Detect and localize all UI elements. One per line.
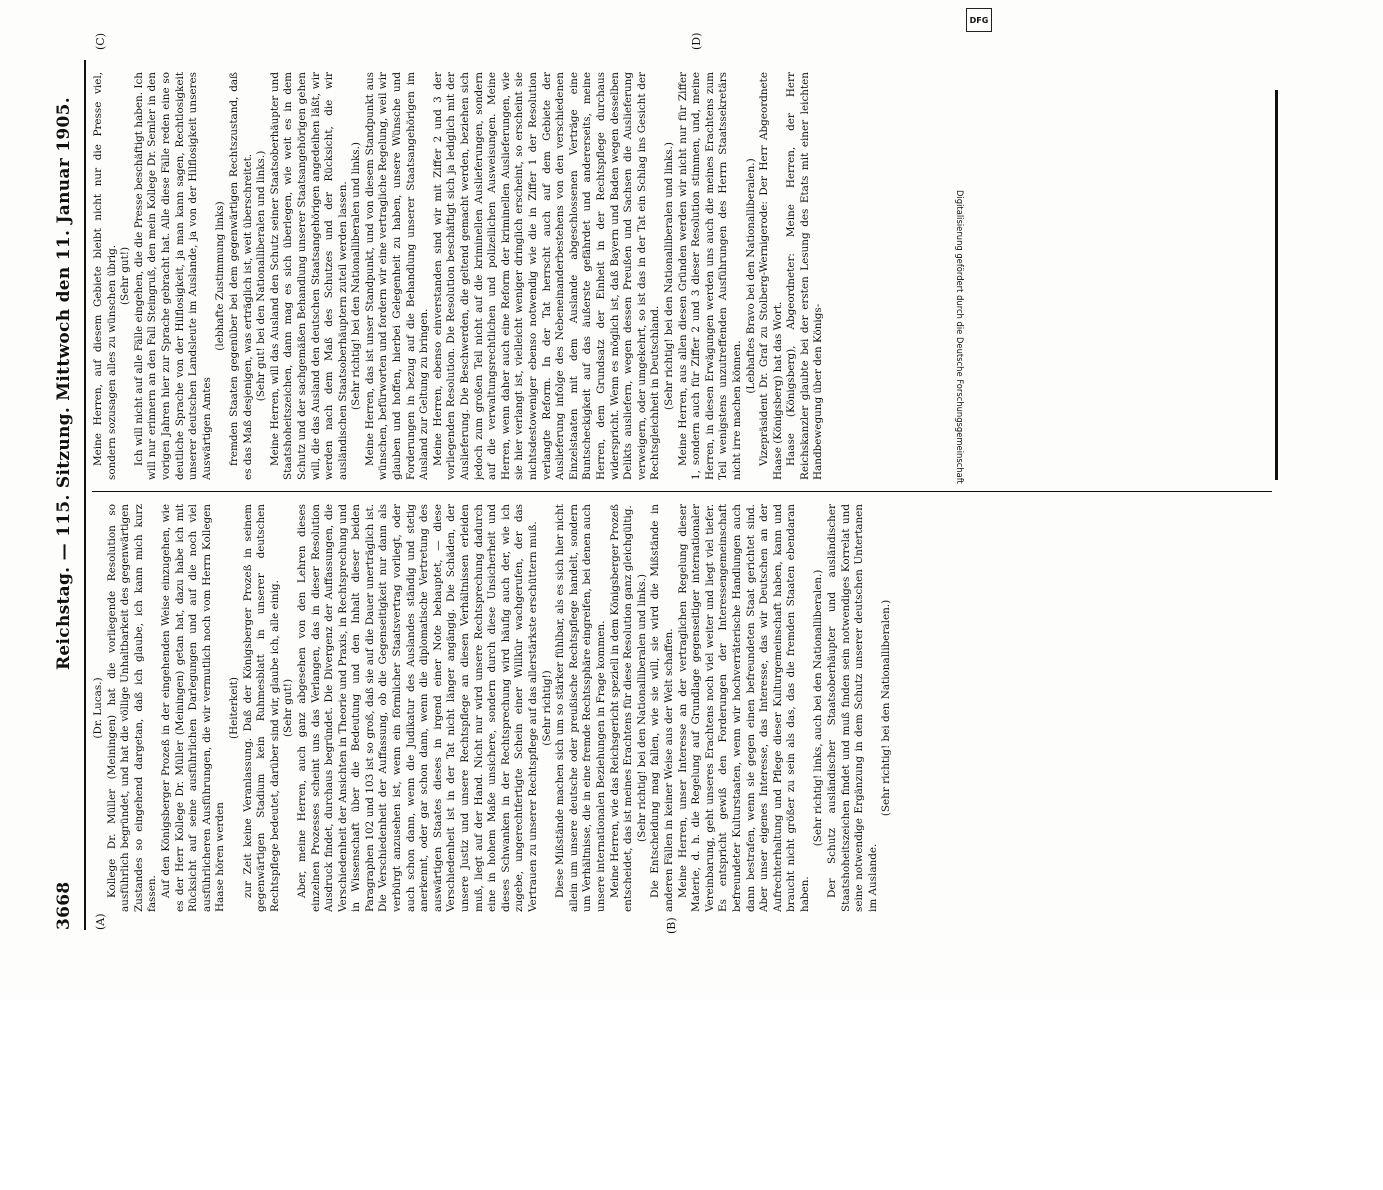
paragraph: Meine Herren, will das Ausland den Schutz seiner Staatsoberhäupter und Staatshoheitszeichen, dann mag es sich überlegen, wie weit es in dem Schutz und der sachgemäßen Behandlung unserer Staatsangehörigen gehen will, die das Ausland den deutschen Staatsangehörigen angedeihen läßt, wir werden nach dem Maß des Schutzes und der Rücksicht, die wir ausländischen Staatsoberhäuptern zuteil werden lassen. xyxy=(268,72,349,480)
speaker-paragraph: Vizepräsident Dr. Graf zu Stolberg-Wernigerode: Der Herr Abgeordnete Haase (Königsberg) hat das Wort. xyxy=(758,72,784,480)
interjection: (Sehr richtig!) xyxy=(540,670,553,746)
paragraph: fremden Staaten gegenüber bei dem gegenwärtigen Rechtszustand, daß es das Maß desjenigen, was erträglich ist, weit überschreitet. xyxy=(227,72,254,480)
interjection: (Lebhaftes Bravo bei den Nationalliberalen.) xyxy=(744,158,757,394)
paragraph: Meine Herren, auf diesem Gebiete bleibt nicht nur die Presse viel, sondern sozusagen alles zu wünschen übrig. xyxy=(92,72,118,480)
paragraph: Aber, meine Herren, auch ganz abgesehen von den Lehren dieses einzelnen Prozesses scheint uns das Verlangen, das in dieser Resolution Ausdruck findet, durchaus begründet. Die Divergenz der Auffassungen, die Verschiedenheit der Ansichten in Theorie und Praxis, in Rechtsprechung und in Wissenschaft über die Bedeutung und den Inhalt dieser beiden Paragraphen 102 und 103 ist so groß, daß sie auf die Dauer unerträglich ist. Die Verschiedenheit der Auffassung, ob die Gegenseitigkeit nur dann als verbürgt anzusehen ist, wenn ein förmlicher Staatsvertrag vorliegt, oder auch schon dann, wenn die Judikatur des Auslandes ständig und stetig anerkennt, oder gar schon dann, wenn die diplomatische Vertretung des auswärtigen Staates dieses in irgend einer Note behauptet, — diese Verschiedenheit ist in der Tat nicht länger angängig. Die Schäden, der unsere Justiz und unsere Rechtspflege an diesen Verhältnissen erleiden muß, liegt auf der Hand. Nicht nur wird unsere Rechtsprechung dadurch eine in hohem Maße unsichere, sondern durch diese Unsicherheit und dieses Schwanken in der Rechtsprechung wird häufig auch der, wie ich zugebe, ungerechtfertigte Schein einer Willkür wachgerufen, der das Vertrauen zu unserer Rechtspflege auf das allerstärkste erschüttern muß. xyxy=(295,504,539,912)
paragraph: Meine Herren, unser Interesse an der vertraglichen Regelung dieser Materie, d. h. die Regelung auf Grundlage gegenseitiger internationaler Vereinbarung, geht unseres Erachtens noch viel weiter und liegt viel tiefer. Es entspricht gewiß den Forderungen der Interessengemeinschaft befreundeter Kulturstaaten, wenn wir hochverräterische Handlungen auch dann bestrafen, wenn sie gegen einen befreundeten Staat gerichtet sind. Aber unser eigenes Interesse, das Interesse, das wir Deutschen an der Aufrechterhaltung und Pflege dieser Kulturgemeinschaft haben, kann und braucht nicht größer zu sein als das, das die fremden Staaten ebendaran haben. xyxy=(676,504,811,912)
interjection: (lebhafte Zustimmung links) xyxy=(214,201,227,351)
interjection: (Heiterkeit) xyxy=(227,677,240,739)
header-rule xyxy=(84,60,86,930)
margin-marker-a: (A) xyxy=(94,913,107,930)
page-header xyxy=(52,60,82,930)
paragraph: Ich will nicht auf alle Fälle eingehen, die die Presse beschäftigt haben. Ich will nur erinnern an den Fall Steingruß, den mein Kollege Dr. Semler in den vorigen Jahren hier zur Sprache gebracht hat. Alle diese Fälle reden eine so deutliche Sprache von der Hilflosigkeit, ja man kann sagen, Rechtlosigkeit unserer deutschen Landsleute im Auslande, ja von der Hilflosigkeit unseres Auswärtigen Amtes xyxy=(132,72,213,480)
speaker-paragraph: Haase (Königsberg), Abgeordneter: Meine Herren, der Herr Reichskanzler glaubte bei der ersten Lesung des Etats mit einer leichten Handbewegung über den Königs- xyxy=(785,72,825,480)
paragraph: Der Schutz ausländischer Staatsoberhäupter und ausländischer Staatshoheitszeichen findet und muß finden sein notwendiges Korrelat und seine notwendige Ergänzung in dem Schutz unserer deutschen Untertanen im Auslande. xyxy=(826,504,879,912)
interjection: (Sehr gut!) xyxy=(119,246,132,306)
interjection: (Sehr richtig! bei den Nationalliberalen und links.) xyxy=(635,574,648,842)
page-number: 3668 xyxy=(54,881,74,930)
interjection: (Sehr richtig! bei den Nationalliberalen und links.) xyxy=(662,142,675,410)
page-title: Reichstag. — 115. Sitzung. Mittwoch den 11. Januar 1905. xyxy=(54,97,74,670)
left-text-column xyxy=(92,504,1272,912)
interjection: (Sehr richtig! bei den Nationalliberalen und links.) xyxy=(350,142,363,410)
paragraph: Die Entscheidung mag fallen, wie sie will, sie wird die Mißstände in anderen Fällen in keiner Weise aus der Welt schaffen. xyxy=(649,504,675,912)
paragraph: Kollege Dr. Müller (Meiningen) hat die vorliegende Resolution so ausführlich begründet, und hat die völlige Unhaltbarkeit des gegenwärtigen Zustandes so eingehend dargetan, daß ich glaube, ich kann mich kurz fassen. xyxy=(105,504,159,912)
margin-marker-b: (B) xyxy=(665,917,678,934)
interjection: (Sehr richtig! bei den Nationalliberalen.) xyxy=(880,599,893,817)
dfg-logo: DFG xyxy=(966,8,992,32)
paragraph: Meine Herren, das ist unser Standpunkt, und von diesem Standpunkt aus wünschen, befürworten und fordern wir eine vertragliche Regelung, weil wir glauben und hoffen, hierbei Gelegenheit zu haben, unsere Wünsche und Forderungen in bezug auf die Behandlung unserer Staatsangehörigen im Ausland zur Geltung zu bringen. xyxy=(363,72,431,480)
column-divider xyxy=(92,491,1272,492)
paragraph: Meine Herren, aus allen diesen Gründen werden wir nicht nur für Ziffer 1, sondern auch für Ziffer 2 und 3 dieser Resolution stimmen, und, meine Herren, in diesen Erwägungen werden uns auch die meines Erachtens zum Teil wenigstens unzutreffenden Ausführungen des Herrn Staatssekretärs nicht irre machen können. xyxy=(676,72,743,480)
digitization-credit: Digitalisierung gefördert durch die Deutsche Forschungsgemeinschaft xyxy=(955,190,965,484)
paragraph: Auf den Königsberger Prozeß in der eingehenden Weise einzugehen, wie es der Herr Kollege Dr. Müller (Meiningen) getan hat, dazu habe ich mit Rücksicht auf seine ausführlichen Darlegungen und auf die noch viel ausführlicheren Ausführungen, die wir vermutlich noch vom Herrn Kollegen Haase hören werden xyxy=(159,504,227,912)
interjection: (Sehr gut!) xyxy=(282,678,295,738)
right-text-column xyxy=(92,72,1272,480)
section-rule xyxy=(1275,90,1278,480)
paragraph: Diese Mißstände machen sich um so stärker fühlbar, als es sich hier nicht allein um unsere deutsche oder preußische Rechtspflege handelt, sondern um Verhältnisse, die in eine fremde Rechtssphäre eingreifen, bei denen auch unsere internationalen Beziehungen in Frage kommen. xyxy=(554,504,607,912)
paragraph: zur Zeit keine Veranlassung. Daß der Königsberger Prozeß in seinem gegenwärtigen Stadium kein Ruhmesblatt in unserer deutschen Rechtspflege bedeutet, darüber sind wir, glaube ich, alle einig. xyxy=(241,504,281,912)
interjection: (Sehr richtig! links, auch bei den Nationalliberalen.) xyxy=(812,569,825,847)
margin-marker-c: (C) xyxy=(94,33,107,50)
margin-marker-d: (D) xyxy=(690,32,703,50)
paragraph: Meine Herren, ebenso einverstanden sind wir mit Ziffer 2 und 3 der vorliegenden Resolution. Die Resolution beschäftigt sich ja lediglich mit der Auslieferung. Die Beschwerden, die geltend gemacht werden, beziehen sich jedoch zum großen Teil nicht auf die kriminellen Auslieferungen, sondern auf die verwaltungsrechtlichen und polizeilichen Ausweisungen. Meine Herren, wenn daher auch eine Reform der kriminellen Auslieferungen, wie sie hier verlangt ist, vielleicht weniger dringlich erscheint, so erscheint sie nichtsdestoweniger ebenso notwendig wie die in Ziffer 1 der Resolution verlangte Reform. In der Tat herrscht auch auf dem Gebiete der Auslieferung infolge des Nebeneinanderbestehens von den verschiedenen Einzelstaaten mit dem Auslande abgeschlossenen Verträge eine Buntscheckigkeit auf das äußerste gefährdet und andererseits, meine Herren, dem Grundsatz der Einheit in der Rechtspflege durchaus widerspricht. Wenn es möglich ist, daß Bayern und Baden wegen desselben Delikts ausliefern, wegen dessen Preußen und Sachsen die Auslieferung verweigern, oder umgekehrt, so ist das in der Tat ein Schlag ins Gesicht der Rechtsgleichheit in Deutschland. xyxy=(431,72,662,480)
interjection: (Sehr gut! bei den Nationalliberalen und links.) xyxy=(255,150,268,402)
paragraph: Meine Herren, wie das Reichsgericht speziell in dem Königsberger Prozeß entscheidet, das ist meines Erachtens für diese Resolution ganz gleichgültig. xyxy=(608,504,635,912)
speaker-tag: (Dr. Lucas.) xyxy=(92,677,104,739)
